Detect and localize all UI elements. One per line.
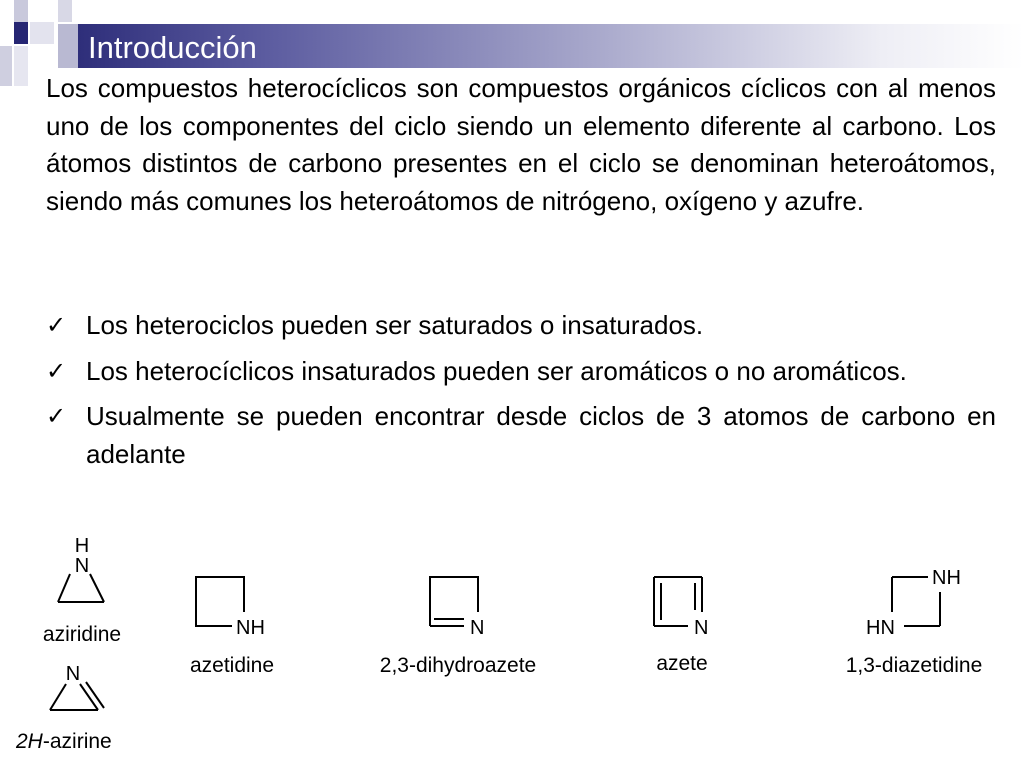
atom-label: H [74,535,90,557]
bullet-text: Los heterociclos pueden ser saturados o insaturados. [86,310,704,340]
structure-name: aziridine [42,623,122,646]
structure-name: azetidine [189,654,275,677]
atom-label: NH [236,617,265,639]
slide-title: Introducción [88,30,257,65]
atom-label: N [65,663,81,685]
structure-name: 2,3-dihydroazete [379,654,537,677]
atom-label: N [694,617,709,639]
structure-name [15,730,112,753]
atom-label: NH [932,567,961,589]
structure-name: 1,3-diazetidine [845,654,983,677]
atom-label: HN [866,617,895,639]
atom-label: N [74,555,90,577]
structure-name-italic: 2H [16,730,43,753]
bullet-text: Los heterocíclicos insaturados pueden ser aromáticos o no aromáticos. [86,355,907,386]
bond-line [50,684,66,710]
bond-line [90,574,104,602]
check-icon: ✓ [46,311,67,339]
structure-name: azete [656,652,708,675]
check-icon: ✓ [46,356,67,385]
structure-name-rest: -azirine [42,730,112,753]
atom-label: N [470,617,485,639]
bullet-text: Usualmente se pueden encontrar desde ciclos de 3 atomos de carbono en adelante [86,401,996,469]
bond-line [58,574,70,602]
intro-paragraph: Los compuestos heterocíclicos son compuestos orgánicos cíclicos con al menos uno de los componentes del ciclo siendo un elemento diferente al carbono. Los átomos distintos de carbono presentes en el ciclo se denominan heteroátomos, siendo más comunes los heteroátomos de nitrógeno, oxígeno y azufre. [46,73,996,216]
check-icon: ✓ [46,402,67,430]
